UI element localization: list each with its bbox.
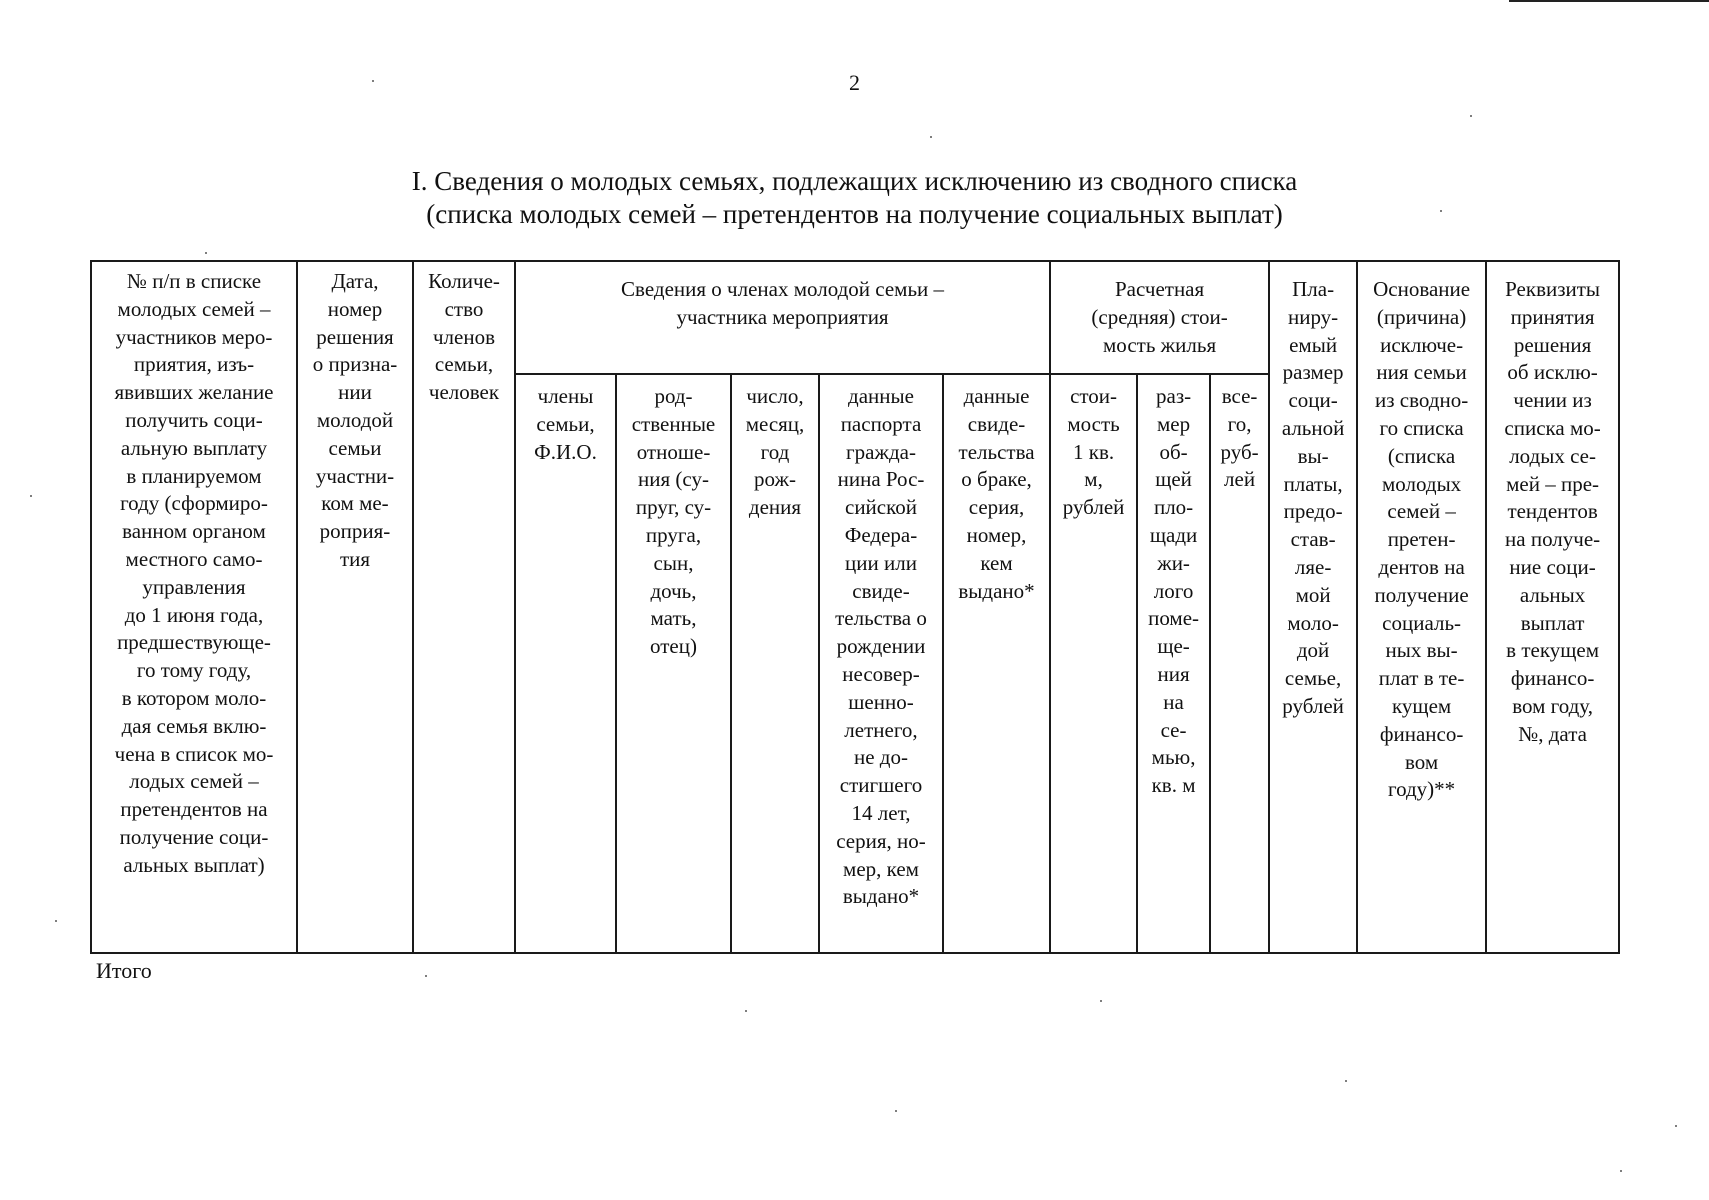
header-group-family-members: Сведения о членах молодой семьи – участника мероприятия <box>515 261 1050 374</box>
header-row-1 <box>91 261 1619 374</box>
header-cost-per-sqm: стои- мость 1 кв. м, рублей <box>1050 374 1137 953</box>
scan-speck <box>930 136 932 138</box>
header-marriage-certificate: данные свиде- тельства о браке, серия, номер, кем выдано* <box>943 374 1050 953</box>
scan-speck <box>1345 1080 1347 1082</box>
scan-speck <box>1100 1000 1102 1002</box>
header-passport-data: данные паспорта гражда- нина Рос- сийской Федера- ции или свиде- тельства о рождении несовер- шенно- летнего, не до- стигшего 14 лет, серия, но- мер, кем выдано* <box>819 374 943 953</box>
scan-speck <box>745 1010 747 1012</box>
title-line-1: I. Сведения о молодых семьях, подлежащих исключению из сводного списка <box>411 166 1298 196</box>
header-living-area: раз- мер об- щей пло- щади жи- лого поме- ще- ния на се- мью, кв. м <box>1137 374 1210 953</box>
scan-speck <box>1470 115 1472 117</box>
scan-speck <box>1440 210 1442 212</box>
families-exclusion-table <box>90 260 1620 954</box>
header-birth-date: число, месяц, год рож- дения <box>731 374 819 953</box>
header-members-count: Количе- ство членов семьи, человек <box>413 261 515 953</box>
header-member-fio: члены семьи, Ф.И.О. <box>515 374 616 953</box>
scan-speck <box>1620 1170 1622 1172</box>
header-group-housing-cost: Расчетная (средняя) стои- мость жилья <box>1050 261 1269 374</box>
total-label: Итого <box>96 958 152 983</box>
scan-speck <box>55 920 57 922</box>
scan-speck <box>425 975 427 977</box>
header-total-rubles: все- го, руб- лей <box>1210 374 1269 953</box>
page-number: 2 <box>849 70 860 95</box>
document-title <box>300 165 1409 231</box>
header-decision-requisites: Реквизиты принятия решения об исклю- чении из списка мо- лодых се- мей – пре- тендентов на получе- ние соци- альных выплат в текущем финансо- вом году, №, дата <box>1486 261 1619 953</box>
scan-speck <box>205 252 207 254</box>
header-list-number: № п/п в списке молодых семей – участников меро- приятия, изъ- явивших желание получить соци- альную выплату в планируемом году (сформиро- ванном органом местного само- управления до 1 июня года, предшествующе- го тому году, в котором моло- дая семья вклю- чена в список мо- лодых семей – претендентов на получение соци- альных выплат) <box>91 261 297 953</box>
header-decision-date: Дата, номер решения о призна- нии молодой семьи участни- ком ме- роприя- тия <box>297 261 413 953</box>
scan-speck <box>895 1110 897 1112</box>
scan-speck <box>30 495 32 497</box>
title-line-2: (списка молодых семей – претендентов на получение социальных выплат) <box>426 199 1283 229</box>
header-exclusion-reason: Основание (причина) исключе- ния семьи из сводно- го списка (списка молодых семей – претен- дентов на получение социаль- ных вы- плат в те- кущем финансо- вом году)** <box>1357 261 1486 953</box>
header-planned-payment: Пла- ниру- емый размер соци- альной вы- платы, предо- став- ляе- мой моло- дой семье, рублей <box>1269 261 1357 953</box>
scan-speck <box>1675 1125 1677 1127</box>
top-edge-rule <box>1509 0 1709 2</box>
scan-speck <box>372 80 374 82</box>
header-relations: род- ственные отноше- ния (су- пруг, су- пруга, сын, дочь, мать, отец) <box>616 374 731 953</box>
